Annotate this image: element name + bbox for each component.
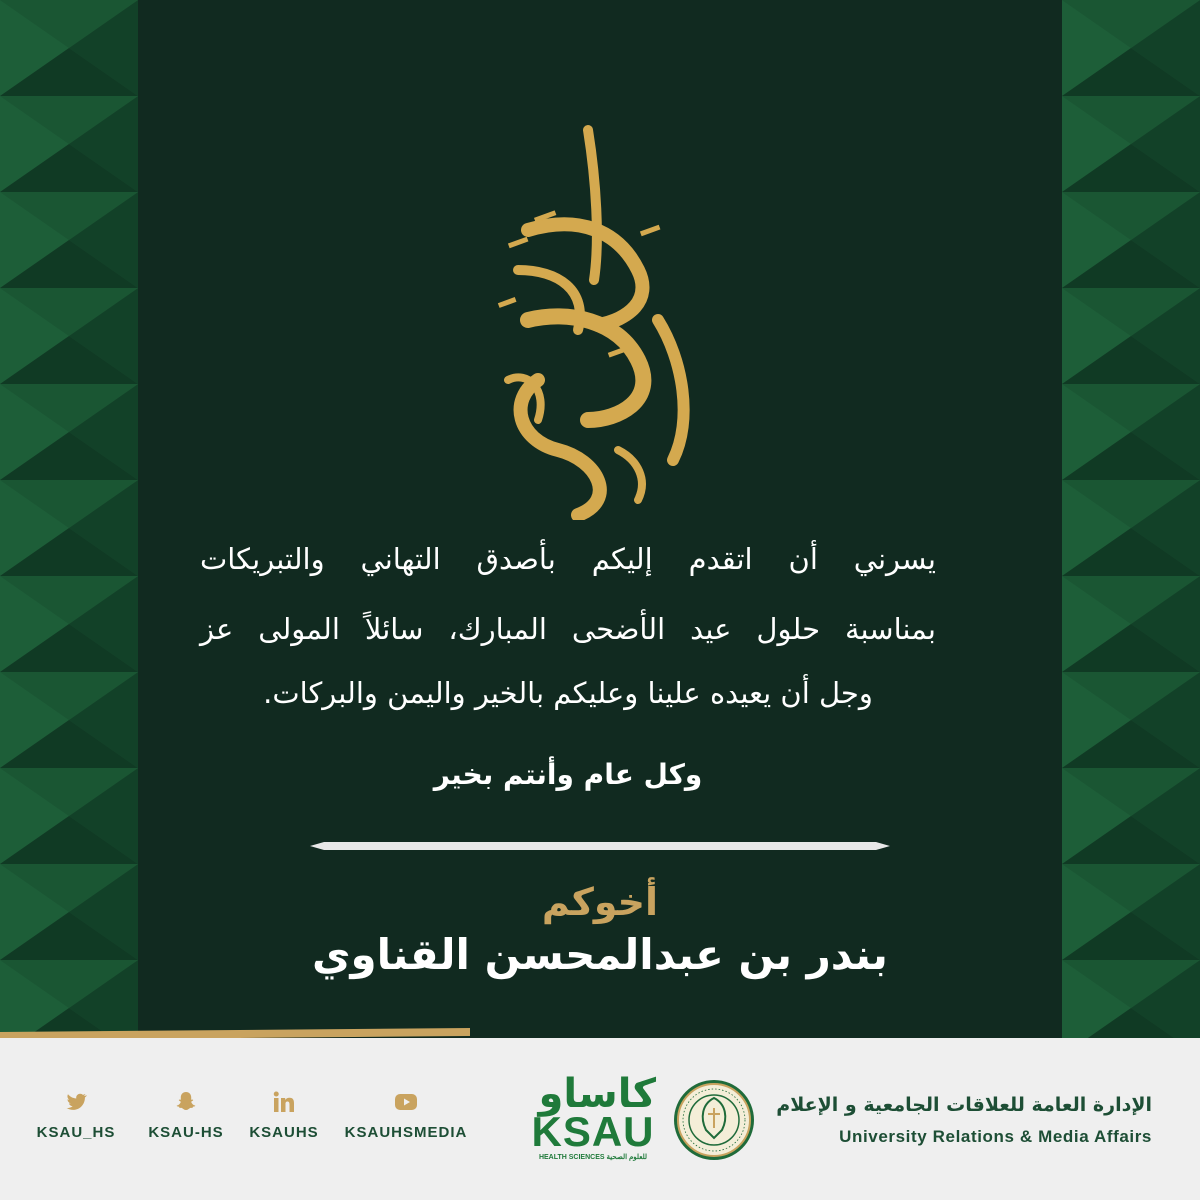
left-pattern-strip bbox=[0, 0, 138, 1038]
department-name-english: University Relations & Media Affairs bbox=[839, 1127, 1152, 1146]
right-pattern-strip bbox=[1062, 0, 1200, 1038]
signature-name: بندر بن عبدالمحسن القناوي bbox=[312, 930, 888, 979]
department-name-arabic: الإدارة العامة للعلاقات الجامعية و الإعلام bbox=[776, 1094, 1152, 1116]
snapchat-handle: KSAU-HS bbox=[148, 1124, 224, 1141]
twitter-icon bbox=[63, 1090, 89, 1114]
greeting-line-3: وجل أن يعيده علينا وعليكم بالخير واليمن والبركات. bbox=[263, 676, 873, 710]
eid-calligraphy-artwork bbox=[468, 120, 728, 520]
social-linkedin[interactable] bbox=[244, 1090, 324, 1141]
linkedin-icon bbox=[271, 1090, 297, 1114]
youtube-icon bbox=[393, 1090, 419, 1114]
social-youtube[interactable] bbox=[338, 1090, 474, 1141]
social-snapchat[interactable] bbox=[144, 1090, 228, 1141]
social-twitter[interactable] bbox=[34, 1090, 118, 1141]
signature-label: أخوكم bbox=[541, 880, 659, 924]
youtube-handle: KSAUHSMEDIA bbox=[344, 1124, 468, 1141]
greeting-line-1: يسرني أن اتقدم إليكم بأصدق التهاني والتبريكات bbox=[200, 542, 936, 576]
linkedin-handle: KSAUHS bbox=[249, 1124, 319, 1141]
university-seal-icon bbox=[672, 1078, 756, 1162]
ksau-logo-english: KSAU bbox=[531, 1108, 655, 1155]
ksau-logo-arabic: كاساو bbox=[538, 1071, 656, 1117]
ksau-logo-subtitle: HEALTH SCIENCES للعلوم الصحية bbox=[538, 1154, 648, 1161]
greeting-line-2: بمناسبة حلول عيد الأضحى المبارك، سائلاً المولى عز bbox=[200, 612, 936, 646]
divider-line bbox=[310, 841, 890, 851]
snapchat-icon bbox=[173, 1090, 199, 1114]
twitter-handle: KSAU_HS bbox=[36, 1124, 116, 1141]
closing-wish: وكل عام وأنتم بخير bbox=[433, 758, 703, 791]
